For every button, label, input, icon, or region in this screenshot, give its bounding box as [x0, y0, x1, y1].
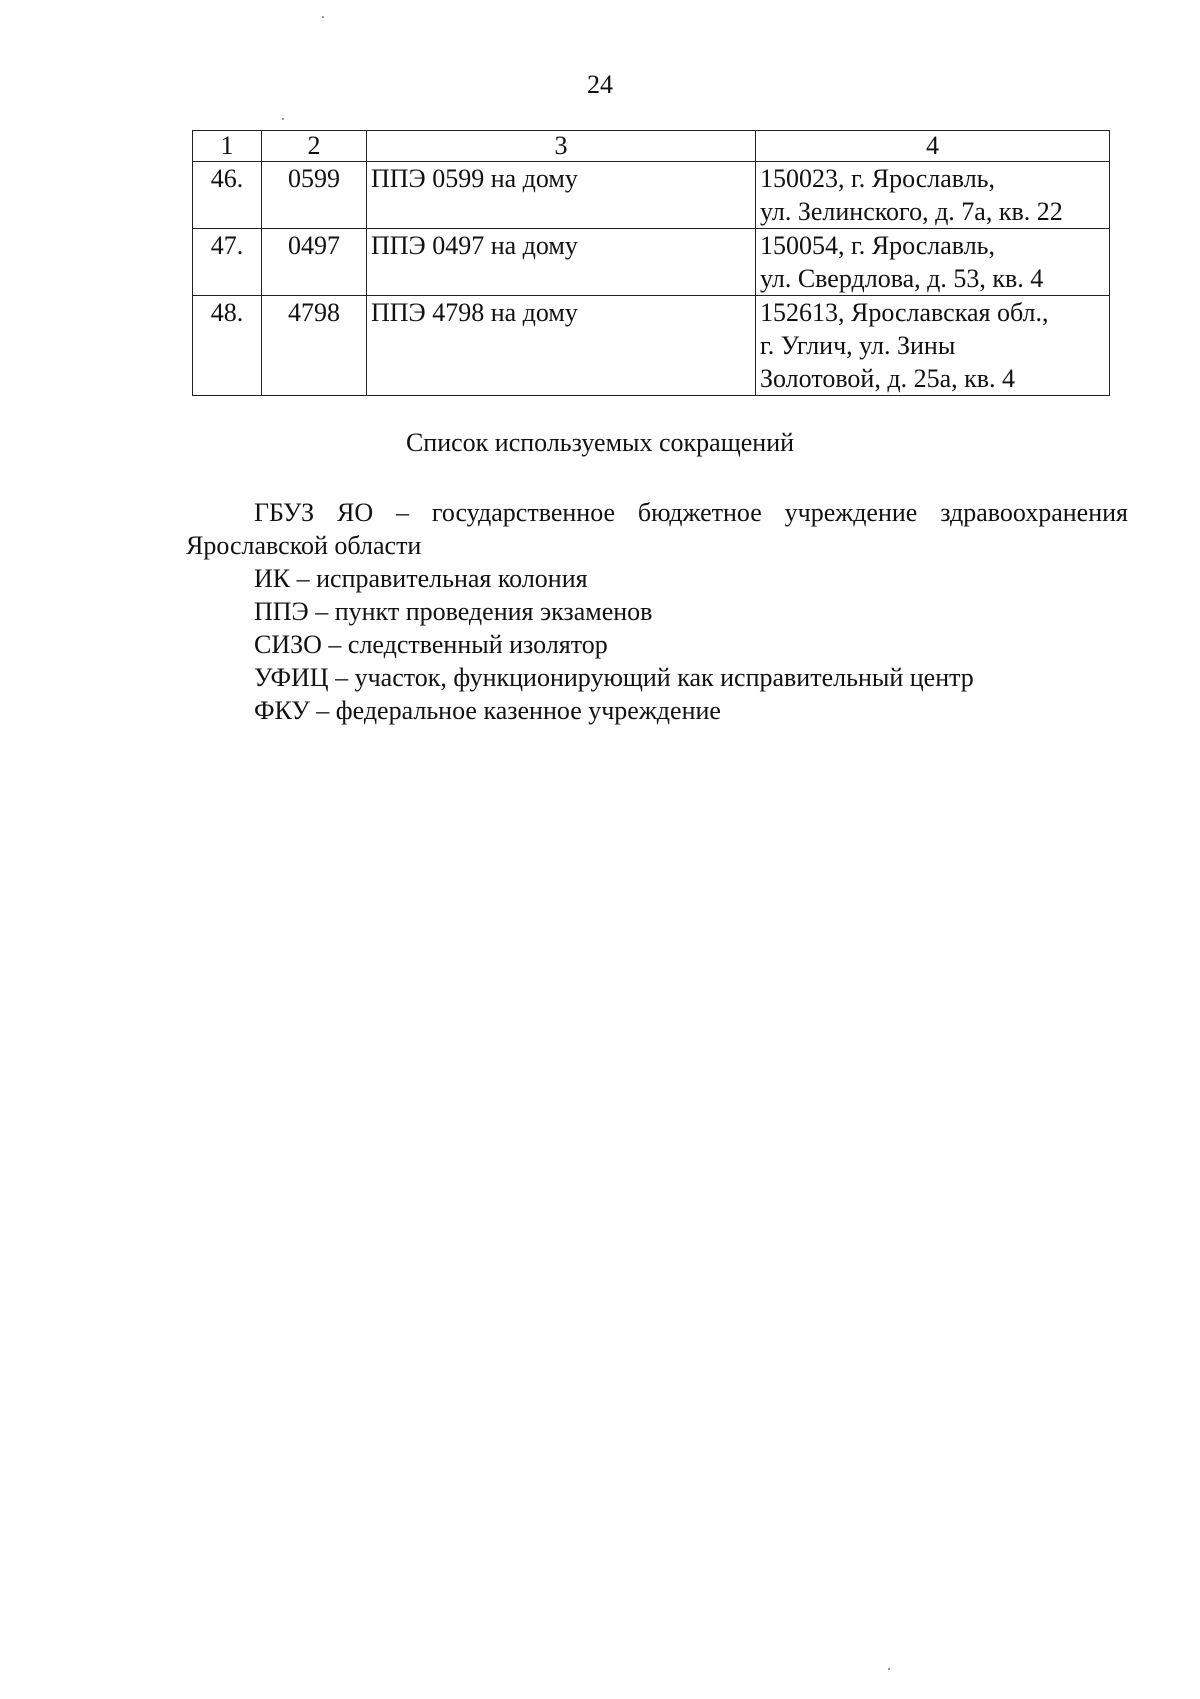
- table-header-row: [193, 131, 1110, 162]
- abbreviation-item: ИК – исправительная колония: [254, 564, 588, 593]
- exam-point-name: ППЭ 0599 на дому: [367, 162, 756, 229]
- address-line: 150023, г. Ярославль,: [760, 164, 996, 193]
- exam-point-address: [756, 229, 1110, 296]
- abbreviations-list: [186, 496, 1128, 727]
- column-header-3: 3: [367, 131, 756, 162]
- exam-point-address: [756, 162, 1110, 229]
- row-number: 47.: [193, 229, 262, 296]
- exam-point-code: 0497: [262, 229, 367, 296]
- abbreviations-title: Список используемых сокращений: [405, 428, 795, 457]
- column-header-2: 2: [262, 131, 367, 162]
- row-number: 48.: [193, 296, 262, 396]
- abbreviation-item: ФКУ – федеральное казенное учреждение: [254, 696, 721, 725]
- column-header-1: 1: [193, 131, 262, 162]
- scan-speck: [888, 1668, 890, 1670]
- abbreviation-item: ГБУЗ ЯО – государственное бюджетное учреждение здравоохранения Ярославской области: [186, 498, 1128, 560]
- exam-point-address: [756, 296, 1110, 396]
- row-number: 46.: [193, 162, 262, 229]
- exam-points-table: [192, 130, 1110, 396]
- scan-speck: [322, 16, 324, 18]
- scan-speck: [282, 118, 284, 120]
- address-line: Золотовой, д. 25а, кв. 4: [760, 364, 1016, 393]
- table-row: [193, 296, 1110, 396]
- exam-point-code: 0599: [262, 162, 367, 229]
- address-line: 150054, г. Ярославль,: [760, 231, 996, 260]
- abbreviation-item: УФИЦ – участок, функционирующий как исправительный центр: [254, 663, 974, 692]
- address-line: г. Углич, ул. Зины: [760, 331, 956, 360]
- column-header-4: 4: [756, 131, 1110, 162]
- page-number: 24: [587, 70, 613, 99]
- table-row: [193, 162, 1110, 229]
- address-line: ул. Свердлова, д. 53, кв. 4: [760, 264, 1044, 293]
- exam-point-name: ППЭ 4798 на дому: [367, 296, 756, 396]
- table-row: [193, 229, 1110, 296]
- abbreviation-item: ППЭ – пункт проведения экзаменов: [254, 597, 653, 626]
- address-line: ул. Зелинского, д. 7а, кв. 22: [760, 197, 1063, 226]
- exam-point-code: 4798: [262, 296, 367, 396]
- address-line: 152613, Ярославская обл.,: [760, 298, 1049, 327]
- exam-point-name: ППЭ 0497 на дому: [367, 229, 756, 296]
- abbreviation-item: СИЗО – следственный изолятор: [254, 630, 608, 659]
